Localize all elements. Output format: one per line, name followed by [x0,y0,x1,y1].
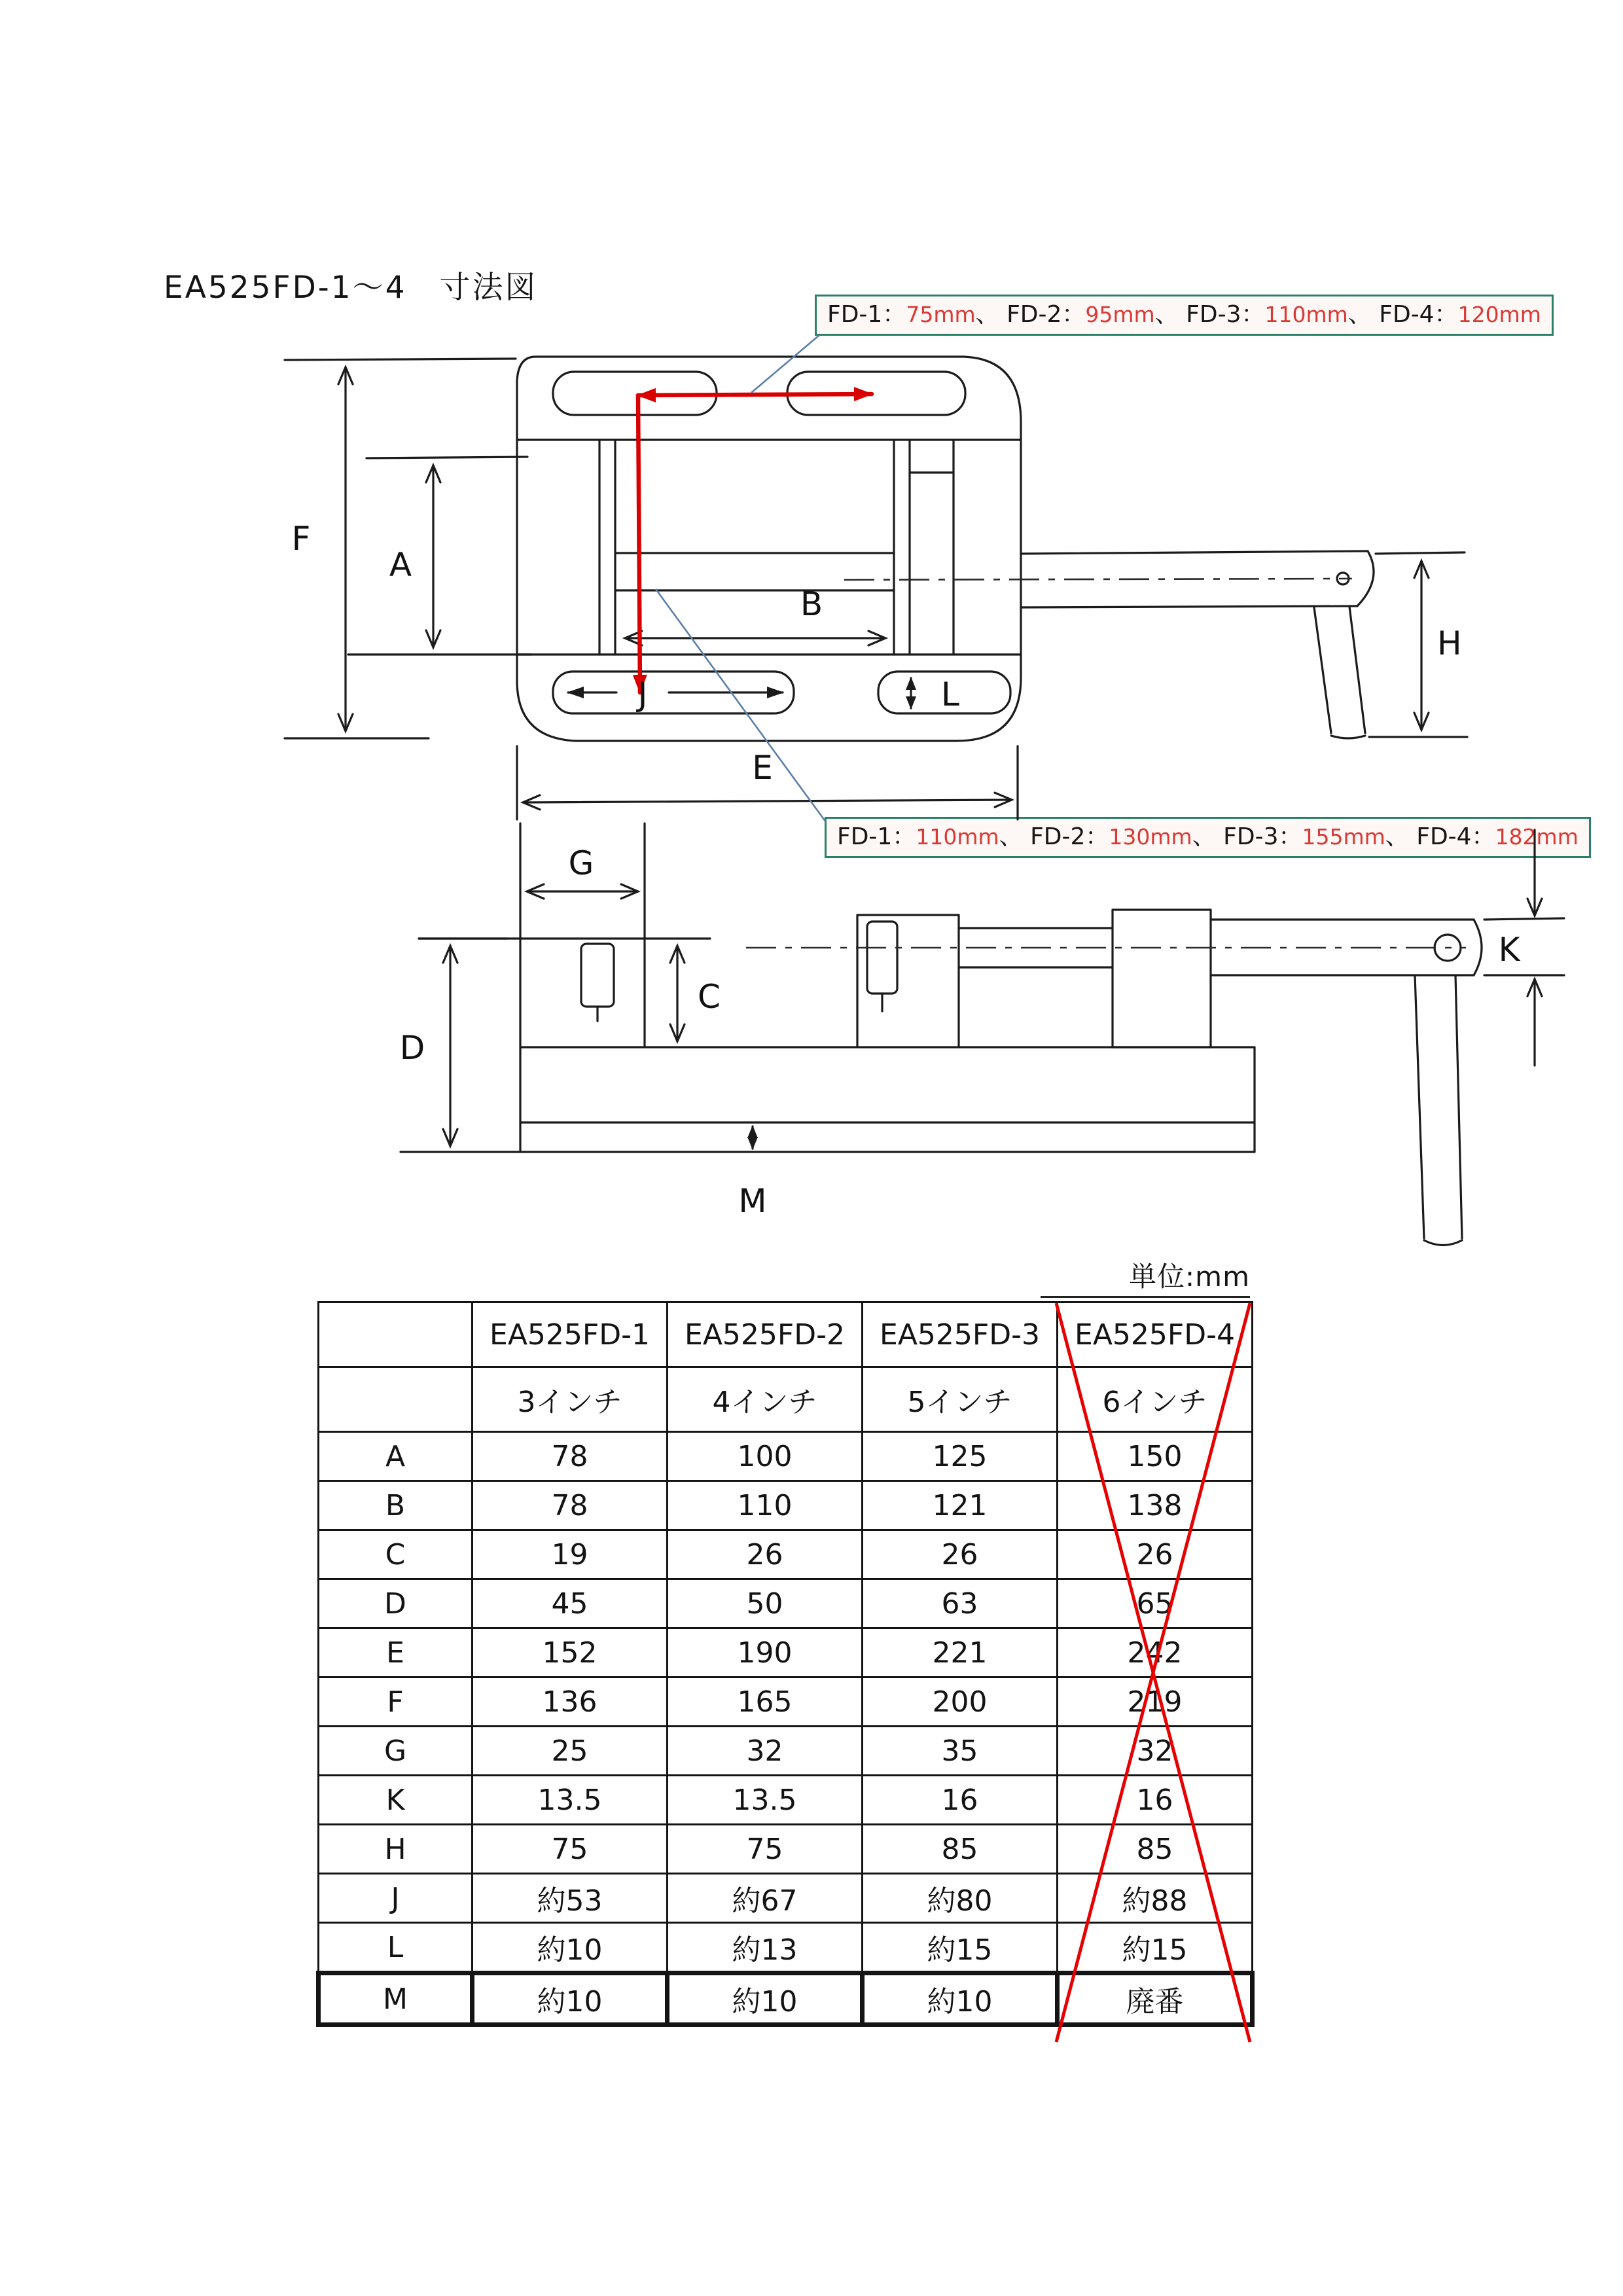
table-row [319,1874,1253,1923]
corner-cell [319,1302,473,1367]
table-cell: 約15 [1058,1923,1253,1973]
table-size-row [319,1367,1253,1432]
table-cell: 32 [1058,1727,1253,1776]
table-row [319,1579,1253,1628]
callout-sep: 、 [975,301,999,328]
table-cell: 121 [863,1481,1058,1530]
leader-lines [656,335,826,822]
row-label: L [319,1923,473,1973]
table-cell: 13.5 [668,1776,863,1825]
dim-label-e: E [752,749,773,787]
plan-view-outline [517,357,1374,741]
callout-label: FD-4： [1416,823,1495,850]
dim-label-k: K [1498,931,1520,969]
table-cell: 219 [1058,1677,1253,1727]
row-label: C [319,1530,473,1579]
callout-label: FD-1： [837,823,916,850]
callout-item [1379,301,1541,328]
dim-label-h: H [1437,624,1462,662]
slot-pitch-callout [815,295,1554,336]
table-row [319,1727,1253,1776]
table-cell: 221 [863,1628,1058,1677]
table-cell: 26 [1058,1530,1253,1579]
callout-label: FD-1： [827,301,906,328]
table-cell: 110 [668,1481,863,1530]
dim-label-m: M [738,1182,767,1220]
table-cell: 約53 [473,1874,668,1923]
column-header: EA525FD-4 [1058,1302,1253,1367]
red-annotation [638,394,872,692]
row-label: G [319,1727,473,1776]
table-cell: 190 [668,1628,863,1677]
dimension-labels [292,520,1521,1220]
row-label: A [319,1432,473,1481]
table-row [319,1776,1253,1825]
callout-item [827,301,999,328]
callout-item [1186,301,1372,328]
callout-label: FD-3： [1186,301,1265,328]
callout-value: 110mm [1264,302,1348,327]
table-row-discontinued [319,1973,1253,2025]
callout-sep: 、 [1192,823,1216,850]
dim-label-g: G [568,844,594,882]
row-label: M [319,1973,473,2025]
callout-sep: 、 [1385,823,1409,850]
row-label: E [319,1628,473,1677]
plan-view-dimensions [285,359,1467,819]
table-row [319,1530,1253,1579]
table-row [319,1825,1253,1874]
table-cell: 50 [668,1579,863,1628]
table-cell: 75 [473,1825,668,1874]
table-cell: 136 [473,1677,668,1727]
callout-item [1030,823,1216,850]
column-header: EA525FD-1 [473,1302,668,1367]
slot-length-callout [825,817,1591,858]
callout-item [1007,301,1179,328]
dimension-table [316,1301,1255,2027]
callout-label: FD-3： [1223,823,1302,850]
callout-value: 95mm [1085,302,1155,327]
table-cell: 75 [668,1825,863,1874]
table-cell: 約67 [668,1874,863,1923]
discontinued-cell: 廃番 [1058,1973,1253,2025]
table-row [319,1677,1253,1727]
callout-value: 75mm [906,302,976,327]
table-cell: 150 [1058,1432,1253,1481]
table-cell: 16 [863,1776,1058,1825]
column-header: EA525FD-3 [863,1302,1058,1367]
side-view-dimensions [419,830,1564,1149]
table-row [319,1923,1253,1973]
table-cell: 138 [1058,1481,1253,1530]
table-row [319,1481,1253,1530]
table-cell: 35 [863,1727,1058,1776]
row-label: J [319,1874,473,1923]
table-cell: 200 [863,1677,1058,1727]
table-cell: 63 [863,1579,1058,1628]
table-cell: 約10 [473,1923,668,1973]
corner-cell [319,1367,473,1432]
row-label: K [319,1776,473,1825]
size-header: 5インチ [863,1367,1058,1432]
table-cell: 85 [1058,1825,1253,1874]
dim-label-a: A [389,546,412,584]
table-cell: 13.5 [473,1776,668,1825]
table-cell: 約15 [863,1923,1058,1973]
dim-label-f: F [291,520,311,558]
table-header-row [319,1302,1253,1367]
dim-label-c: C [698,978,721,1016]
dim-label-l: L [941,675,959,713]
table-cell: 約10 [863,1973,1058,2025]
table-cell: 152 [473,1628,668,1677]
table-cell: 78 [473,1481,668,1530]
dim-label-d: D [399,1029,425,1067]
callout-sep: 、 [999,823,1023,850]
table-cell: 約10 [473,1973,668,2025]
size-header: 4インチ [668,1367,863,1432]
page-title: EA525FD-1～4 寸法図 [164,270,538,306]
table-cell: 100 [668,1432,863,1481]
unit-label: 単位:mm [1041,1255,1250,1298]
dim-label-b: B [800,585,823,623]
callout-label: FD-4： [1379,301,1458,328]
callout-value: 130mm [1109,824,1192,850]
size-header: 3インチ [473,1367,668,1432]
table-cell: 32 [668,1727,863,1776]
table-cell: 26 [863,1530,1058,1579]
callout-label: FD-2： [1007,301,1086,328]
callout-value: 155mm [1302,824,1385,850]
table-cell: 125 [863,1432,1058,1481]
callout-sep: 、 [1347,301,1372,328]
table-row [319,1432,1253,1481]
size-header: 6インチ [1058,1367,1253,1432]
table-cell: 242 [1058,1628,1253,1677]
row-label: B [319,1481,473,1530]
table-cell: 約13 [668,1923,863,1973]
callout-value: 120mm [1457,302,1541,327]
row-label: F [319,1677,473,1727]
side-view-outline [401,823,1482,1246]
table-cell: 約80 [863,1874,1058,1923]
callout-item [1223,823,1409,850]
table-cell: 25 [473,1727,668,1776]
column-header: EA525FD-2 [668,1302,863,1367]
callout-sep: 、 [1154,301,1179,328]
callout-value: 110mm [916,824,999,850]
table-row [319,1628,1253,1677]
callout-value: 182mm [1495,824,1578,850]
row-label: D [319,1579,473,1628]
table-cell: 65 [1058,1579,1253,1628]
callout-item [1416,823,1578,850]
dim-label-j: J [637,675,648,713]
table-cell: 19 [473,1530,668,1579]
table-cell: 16 [1058,1776,1253,1825]
table-cell: 26 [668,1530,863,1579]
row-label: H [319,1825,473,1874]
table-cell: 約10 [668,1973,863,2025]
table-cell: 約88 [1058,1874,1253,1923]
table-cell: 45 [473,1579,668,1628]
callout-label: FD-2： [1030,823,1109,850]
table-cell: 85 [863,1825,1058,1874]
table-cell: 78 [473,1432,668,1481]
table-cell: 165 [668,1677,863,1727]
callout-item [837,823,1023,850]
